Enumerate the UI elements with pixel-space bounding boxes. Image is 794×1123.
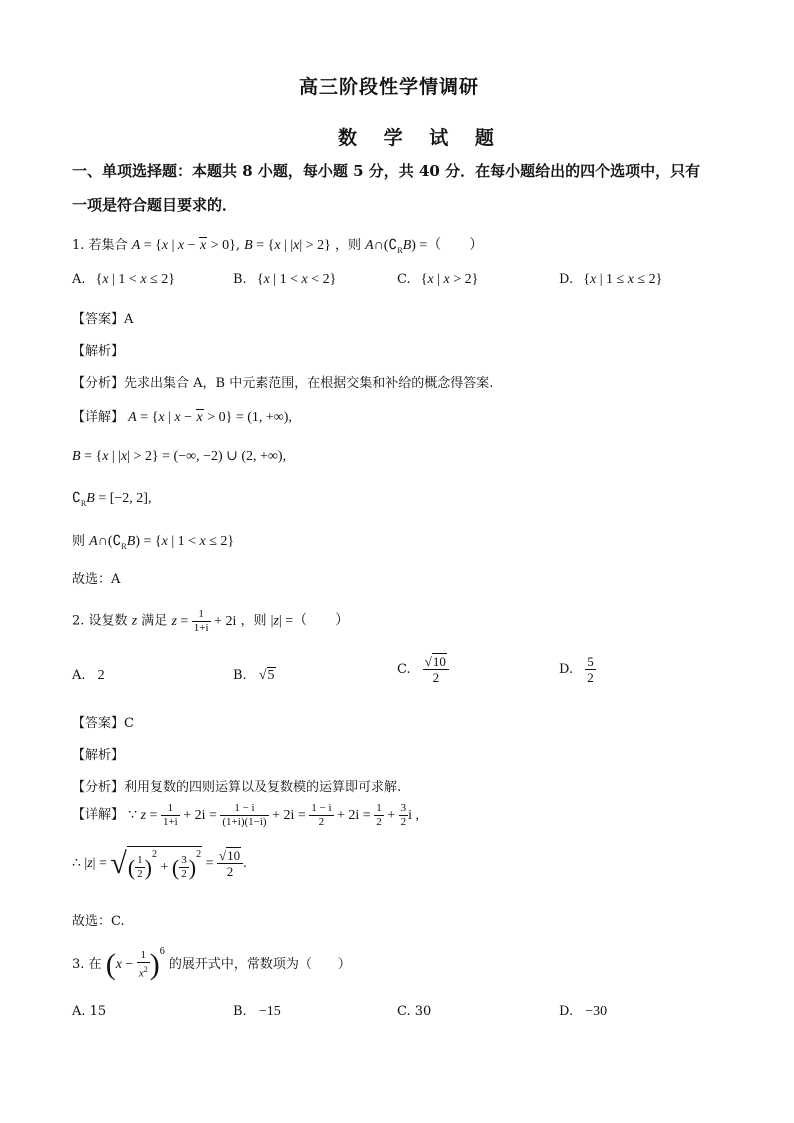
q1-set-a: A = {x | x − x > 0} (131, 238, 236, 253)
option-label: B. (233, 1004, 247, 1019)
q2-option-a[interactable] (72, 668, 105, 684)
math-expression: A = {x | x − x > 0} = (1, +∞), (128, 410, 292, 425)
q1-ask: $A\cap(∁_RB)$ =（ ） (365, 238, 484, 255)
q1-choose (72, 568, 120, 587)
option-label: A. 15 (72, 1004, 107, 1019)
option-label: B. (233, 272, 247, 287)
q2-ask: |z| =（ ） (270, 613, 350, 629)
q3-stem (72, 946, 351, 982)
choose-label: 故选： (72, 914, 112, 929)
q2-answer (72, 712, 134, 731)
q2-analysis-label: 【解析】 (72, 748, 125, 763)
q2-stem-suffix: ，则 (240, 613, 267, 629)
var-z: z (131, 613, 138, 629)
q3-option-d[interactable] (559, 1004, 607, 1020)
answer-value: C (124, 716, 134, 731)
math-expression: $A\cap(∁_RB) = \{x$ | 1 < x ≤ 2} (89, 534, 235, 551)
option-value: $\frac{√10}{2}$ (423, 654, 449, 685)
q1-detail-step3 (72, 490, 151, 508)
option-label: A. (72, 272, 86, 287)
q2-detail-step2 (72, 846, 247, 881)
brief-label: 【分析】 (72, 780, 125, 795)
q2-detail-step1 (72, 802, 419, 829)
q2-stem-mid: 满足 (141, 613, 168, 629)
choose-label: 故选： (72, 572, 112, 587)
q1-stem-prefix: 1. 若集合 (72, 238, 128, 253)
q1-option-a[interactable] (72, 272, 175, 288)
option-label: C. 30 (397, 1004, 432, 1019)
math-expression: (x − $\frac{1}{x^2}$ )$^6$ (105, 946, 165, 981)
q1-stem-suffix: ，则 (334, 238, 361, 253)
option-value: {x | 1 ≤ x ≤ 2} (583, 272, 663, 287)
option-value: −15 (258, 1004, 281, 1019)
section-heading-line1: 一、单项选择题：本题共 8 小题，每小题 5 分，共 40 分．在每小题给出的四个选项中，只有 (72, 162, 701, 180)
step-prefix: 则 (72, 534, 86, 549)
q2-stem (72, 608, 349, 635)
detail-label: 【详解】 (72, 410, 125, 425)
choose-value: C. (111, 914, 125, 929)
detail-label: 【详解】 (72, 807, 125, 823)
option-label: C. (397, 272, 411, 287)
q2-choose (72, 910, 125, 929)
option-value: {x | 1 < x < 2} (256, 272, 337, 287)
answer-label: 【答案】 (72, 312, 125, 327)
q1-option-d[interactable] (559, 272, 662, 288)
q1-analysis-label: 【解析】 (72, 344, 125, 359)
option-value: {x | 1 < x ≤ 2} (95, 272, 175, 287)
option-value: $\frac{5}{2}$ (587, 654, 594, 685)
brief-text: 先求出集合 A，B 中元素范围，在根据交集和补给的概念得答案. (124, 376, 494, 391)
q1-detail-step1 (72, 406, 292, 426)
section-heading-line2: 一项是符合题目要求的． (72, 196, 238, 214)
math-expression: B = {x | |x| > 2} = (−∞, −2) ∪ (2, +∞), (72, 449, 287, 464)
option-value: √5 (258, 668, 275, 683)
brief-label: 【分析】 (72, 376, 125, 391)
page-title: 高三阶段性学情调研 (299, 76, 480, 98)
option-label: D. (559, 1004, 574, 1019)
option-label: C. (397, 662, 411, 677)
answer-value: A (124, 312, 134, 327)
brief-text: 利用复数的四则运算以及复数模的运算即可求解. (124, 780, 402, 795)
q1-detail-step4 (72, 530, 234, 551)
q2-stem-prefix: 2. 设复数 (72, 613, 128, 629)
choose-value: A (111, 572, 121, 587)
option-value: {x | x > 2} (420, 272, 479, 287)
q1-stem: 1. 若集合 A = {x | x − x > 0}, B = {x | |x| > 2} ，则 $A\cap(∁_RB)$ =（ ） (72, 238, 484, 255)
option-value: 2 (97, 668, 105, 683)
q1-answer (72, 308, 133, 327)
q3-option-a[interactable] (72, 1004, 106, 1019)
q1-detail-step2 (72, 448, 286, 465)
math-expression: ∵ z = $\frac{1}{1+i}$ + 2i = $\frac{1 - i}{(1+i)(1-i)}$ + 2i = $\frac{1 - i}{2}$ + 2i = $\frac{1}{2}$ + $\frac{3}{2}$ i , (128, 802, 419, 828)
q3-stem-suffix: 的展开式中，常数项为（ ） (168, 957, 351, 972)
q3-option-c[interactable] (397, 1004, 431, 1019)
page-subtitle: 数 学 试 题 (338, 127, 504, 149)
math-expression: ∴ |z| = √( $\frac{1}{2}$ )$^2$ + ( $\frac{3}{2}$ )$^2$ = $\frac{√10}{2}$ . (72, 846, 247, 881)
option-label: D. (559, 272, 574, 287)
q3-stem-prefix: 3. 在 (72, 957, 102, 972)
math-expression: z = $\frac{1}{1+i}$ + 2i (171, 608, 237, 634)
option-label: A. (72, 668, 86, 683)
math-expression: $∁_RB = [-2$, 2], (72, 491, 152, 508)
q1-option-b[interactable] (233, 272, 336, 288)
q2-option-b[interactable] (233, 668, 276, 684)
option-label: D. (559, 662, 574, 677)
q1-option-c[interactable] (397, 272, 478, 288)
option-label: B. (233, 668, 247, 683)
q2-option-d[interactable] (559, 654, 596, 685)
q2-option-c[interactable] (397, 654, 449, 685)
option-value: −30 (585, 1004, 608, 1019)
q1-brief (72, 372, 493, 391)
q3-option-b[interactable] (233, 1004, 281, 1020)
q1-set-b: B = {x | |x| > 2} (244, 238, 331, 253)
answer-label: 【答案】 (72, 716, 125, 731)
q2-brief (72, 776, 401, 795)
